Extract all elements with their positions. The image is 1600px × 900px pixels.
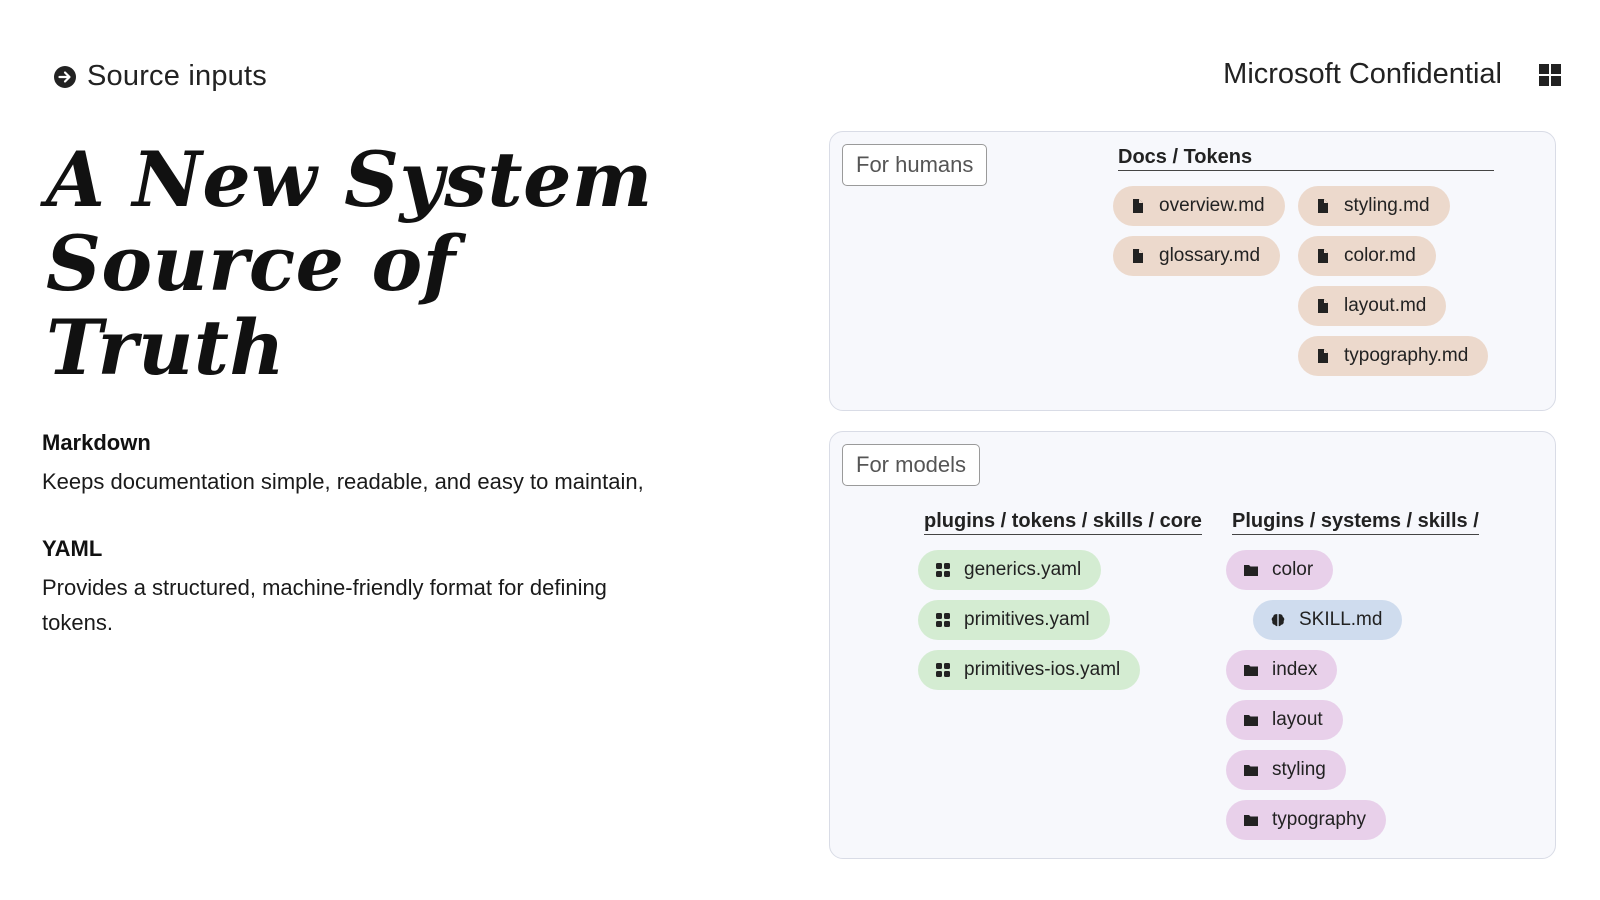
folder-name: color (1272, 559, 1314, 580)
humans-panel (829, 131, 1556, 411)
document-icon (1315, 298, 1331, 314)
yaml-pill-generics[interactable] (918, 550, 1101, 590)
folder-name: index (1272, 659, 1318, 680)
title-line-1: A New System (46, 135, 653, 224)
brand-header (1223, 58, 1562, 91)
file-name: glossary.md (1159, 245, 1261, 266)
file-name: typography.md (1344, 345, 1469, 366)
file-name: primitives.yaml (964, 609, 1090, 630)
yaml-heading: YAML (42, 536, 103, 561)
file-name: primitives-ios.yaml (964, 659, 1121, 680)
yaml-text: Provides a structured, machine-friendly format for defining tokens. (42, 575, 607, 635)
docs-tokens-heading: Docs / Tokens (1118, 146, 1494, 171)
folder-pill-typography[interactable] (1226, 800, 1386, 840)
section-label: Source inputs (87, 60, 267, 92)
tokens-path-heading: plugins / tokens / skills / core (924, 510, 1202, 535)
folder-icon (1243, 712, 1259, 728)
page-title (46, 135, 746, 392)
title-line-2: Source of (46, 219, 456, 308)
document-icon (1315, 198, 1331, 214)
file-pill-typography[interactable] (1298, 336, 1488, 376)
file-name: generics.yaml (964, 559, 1082, 580)
markdown-text: Keeps documentation simple, readable, and easy to maintain, (42, 469, 644, 494)
folder-icon (1243, 662, 1259, 678)
file-name: styling.md (1344, 195, 1430, 216)
folder-name: typography (1272, 809, 1367, 830)
file-pill-styling[interactable] (1298, 186, 1450, 226)
file-name: SKILL.md (1299, 609, 1383, 630)
yaml-pill-primitives-ios[interactable] (918, 650, 1140, 690)
arrow-circle-icon (53, 65, 77, 89)
markdown-description (42, 430, 682, 499)
file-pill-color[interactable] (1298, 236, 1436, 276)
grid-icon (935, 612, 951, 628)
section-header (53, 60, 267, 93)
file-pill-overview[interactable] (1113, 186, 1285, 226)
markdown-heading: Markdown (42, 430, 151, 455)
title-line-3: Truth (46, 303, 286, 392)
models-panel (829, 431, 1556, 859)
folder-name: styling (1272, 759, 1326, 780)
confidential-label: Microsoft Confidential (1223, 58, 1502, 90)
folder-icon (1243, 562, 1259, 578)
yaml-pill-primitives[interactable] (918, 600, 1110, 640)
folder-pill-index[interactable] (1226, 650, 1337, 690)
skill-pill[interactable] (1253, 600, 1402, 640)
grid-icon (935, 562, 951, 578)
file-pill-layout[interactable] (1298, 286, 1446, 326)
file-pill-glossary[interactable] (1113, 236, 1280, 276)
document-icon (1130, 248, 1146, 264)
windows-logo-icon (1538, 63, 1562, 87)
humans-tag: For humans (842, 144, 987, 186)
folder-pill-color[interactable] (1226, 550, 1333, 590)
folder-pill-layout[interactable] (1226, 700, 1343, 740)
folder-name: layout (1272, 709, 1323, 730)
systems-path-heading: Plugins / systems / skills / (1232, 510, 1479, 535)
document-icon (1130, 198, 1146, 214)
folder-icon (1243, 812, 1259, 828)
folder-pill-styling[interactable] (1226, 750, 1346, 790)
brain-icon (1270, 612, 1286, 628)
folder-icon (1243, 762, 1259, 778)
document-icon (1315, 248, 1331, 264)
grid-icon (935, 662, 951, 678)
file-name: color.md (1344, 245, 1416, 266)
document-icon (1315, 348, 1331, 364)
file-name: layout.md (1344, 295, 1427, 316)
yaml-description (42, 536, 682, 640)
models-tag: For models (842, 444, 980, 486)
file-name: overview.md (1159, 195, 1265, 216)
